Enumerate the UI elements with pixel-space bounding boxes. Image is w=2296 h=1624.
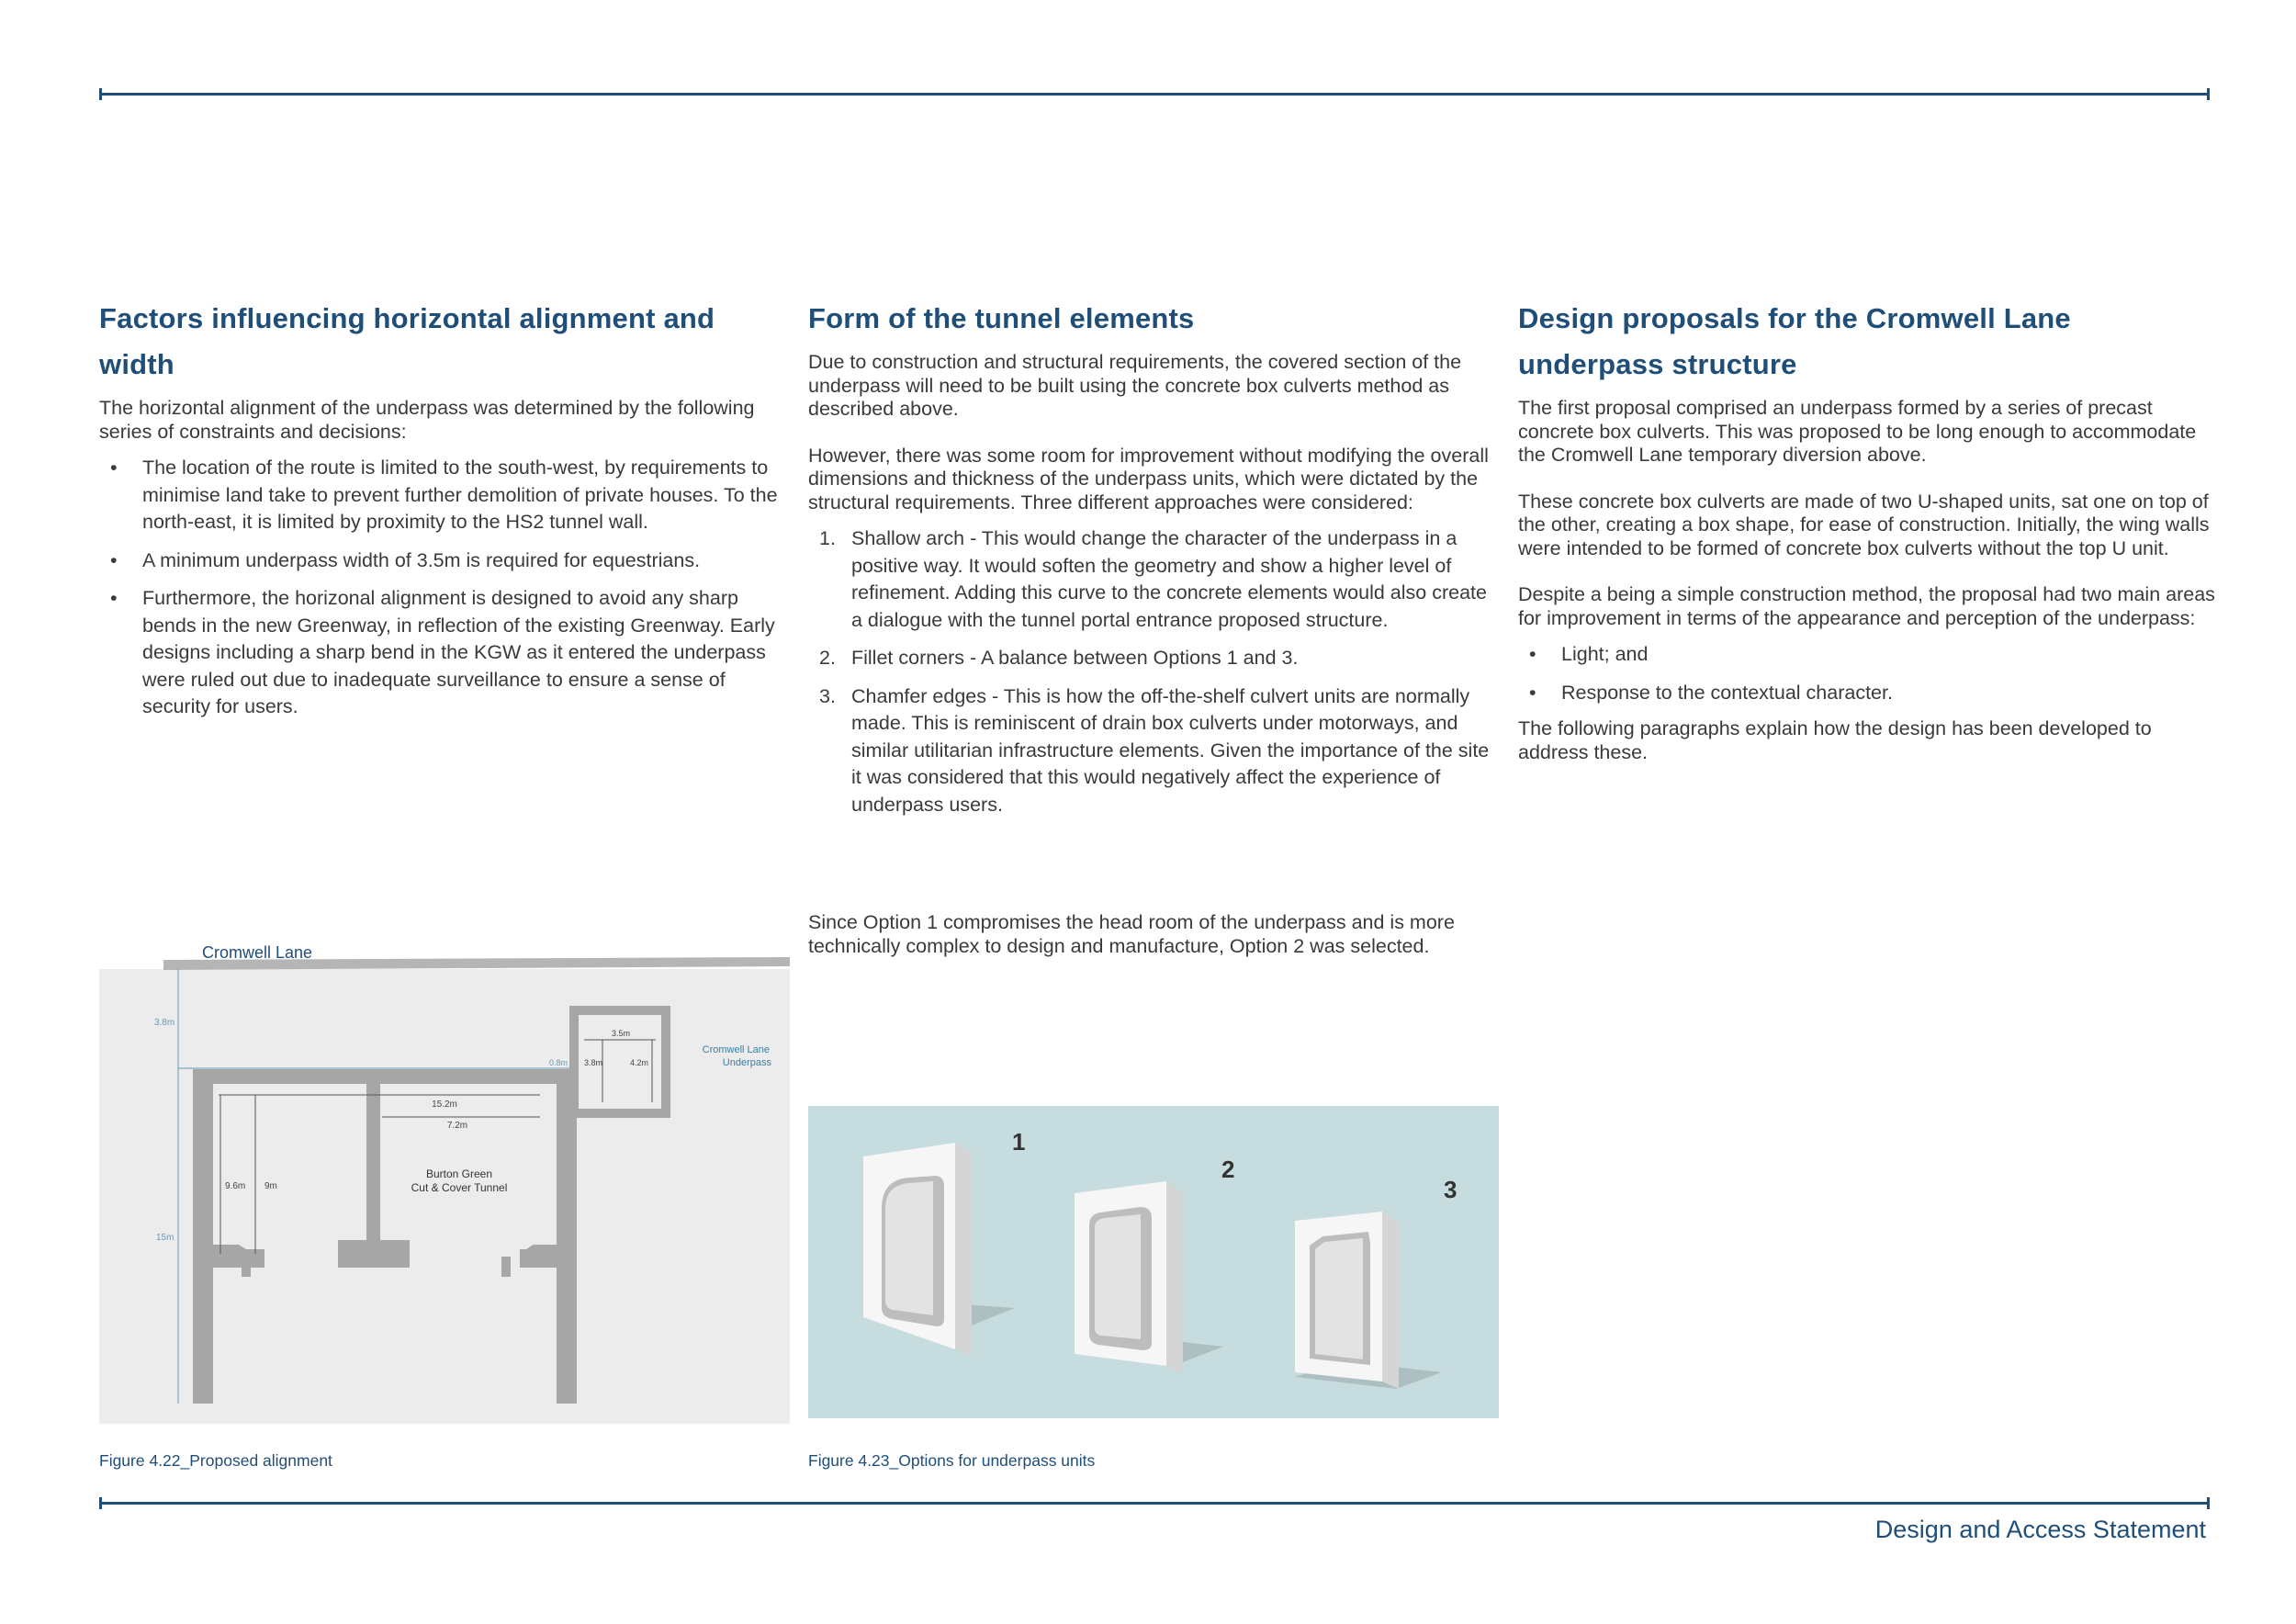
alignment-heading: Factors influencing horizontal alignment and width — [99, 302, 715, 380]
tunnel-void-lower — [213, 1088, 557, 1249]
design-para-3: Despite a being a simple construction method, the proposal had two main areas for improvement in terms of the appearance and perception of the underpass: — [1518, 583, 2215, 629]
design-section — [1518, 296, 2216, 764]
tunnel-label-line2: Cut & Cover Tunnel — [411, 1181, 508, 1194]
underpass-offset-label: 0.8m — [549, 1058, 568, 1067]
list-item: • Light; and — [1518, 641, 2216, 669]
list-item: • The location of the route is limited to the south-west, by requirements to minimise land take to prevent further demolition of private houses. To the north-east, it is limited by proximity to the HS2 tunnel wall. — [110, 457, 778, 533]
design-bullets — [1518, 641, 2216, 706]
tunnel-label-line1: Burton Green — [425, 1167, 493, 1180]
bullet-icon: • — [1529, 681, 1536, 704]
alignment-intro: The horizontal alignment of the underpass was determined by the following series of constraints and decisions: — [99, 397, 755, 443]
underpass-options-figure — [808, 1106, 1499, 1418]
alignment-bullets — [99, 455, 790, 721]
underpass-label-line2: Underpass — [722, 1057, 771, 1068]
form-para-1: Due to construction and structural requirements, the covered section of the underpass will need to be built using the concrete box culverts method as described above. — [808, 351, 1462, 420]
underpass-width-label: 3.5m — [611, 1029, 631, 1038]
bottom-rule — [99, 1502, 2210, 1505]
options-figure-caption: Figure 4.23_Options for underpass units — [808, 1451, 1096, 1470]
option-3-label: 3 — [1444, 1176, 1458, 1203]
list-item: • Response to the contextual character. — [1518, 680, 2216, 707]
form-conclusion: Since Option 1 compromises the head room of the underpass and is more technically complex to design and manufacture, Option 2 was selected. — [808, 911, 1455, 957]
list-item: • Furthermore, the horizonal alignment is designed to avoid any sharp bends in the new Greenway, in reflection of the existing Greenway. Early designs including a sharp bend in the KGW as it entered the underpass were ruled out due to inadequate surveillance to ensure a sense of security for users. — [110, 587, 775, 717]
top-rule — [99, 93, 2210, 96]
bullet-icon: • — [110, 548, 118, 571]
list-item: • A minimum underpass width of 3.5m is required for equestrians. — [99, 547, 790, 575]
cover-dimension-label: 3.8m — [154, 1018, 175, 1028]
tunnel-central-wall — [366, 1084, 380, 1258]
option-1-label: 1 — [1012, 1128, 1026, 1156]
underpass-label-line1: Cromwell Lane — [702, 1044, 770, 1055]
width-half-label: 7.2m — [446, 1121, 468, 1131]
design-para-4: The following paragraphs explain how the design has been developed to address these. — [1518, 717, 2152, 763]
width-total-label: 15.2m — [432, 1100, 457, 1110]
tunnel-central-plinth — [338, 1240, 410, 1268]
tunnel-kerb-right — [501, 1257, 511, 1277]
tunnel-kerb-left — [242, 1257, 251, 1277]
form-para-2: However, there was some room for improvement without modifying the overall dimensions and thickness of the underpass units, which were dictated by the structural requirements. Three different approaches were considered: — [808, 444, 1489, 513]
underpass-height2-label: 4.2m — [630, 1058, 649, 1067]
design-para-2: These concrete box culverts are made of two U-shaped units, sat one on top of the other, creating a box shape, for ease of construction. Initially, the wing walls were intended to be formed of concrete box culverts without the top U unit. — [1518, 490, 2210, 559]
bullet-icon: • — [110, 457, 118, 479]
form-section — [808, 296, 1499, 829]
list-item: 2. Fillet corners - A balance between Options 1 and 3. — [819, 647, 1299, 669]
alignment-section — [99, 296, 790, 732]
form-options-list — [808, 525, 1499, 818]
proposed-alignment-figure — [99, 937, 790, 1424]
design-para-1: The first proposal comprised an underpass formed by a series of precast concrete box culverts. This was proposed to be long enough to accommodate the Cromwell Lane temporary diversion above. — [1518, 397, 2197, 466]
underpass-height-label: 3.8m — [584, 1058, 603, 1067]
list-item: 3. Chamfer edges - This is how the off-the-shelf culvert units are normally made. This is reminiscent of drain box culverts under motorways, and similar utilitarian infrastructure elements. Given the importance of the site it was considered that this would negatively affect the experience of underpass users. — [819, 684, 1490, 816]
bullet-icon: • — [110, 587, 118, 609]
option-2-label: 2 — [1221, 1156, 1235, 1183]
outer-height-label: 9.6m — [225, 1181, 246, 1191]
list-item: 1. Shallow arch - This would change the character of the underpass in a positive way. It would soften the geometry and show a higher level of refinement. Adding this curve to the concrete elements would also create a dialogue with the tunnel portal entrance proposed structure. — [819, 527, 1487, 631]
bullet-icon: • — [1529, 643, 1536, 665]
form-heading: Form of the tunnel elements — [808, 302, 1195, 334]
alignment-figure-caption: Figure 4.22_Proposed alignment — [99, 1451, 332, 1470]
inner-height-label: 9m — [264, 1181, 277, 1191]
road-label: Cromwell Lane — [202, 943, 313, 962]
design-heading: Design proposals for the Cromwell Lane underpass structure — [1518, 302, 2071, 380]
footer-title: Design and Access Statement — [1874, 1516, 2206, 1543]
depth-dimension-label: 15m — [156, 1233, 174, 1243]
